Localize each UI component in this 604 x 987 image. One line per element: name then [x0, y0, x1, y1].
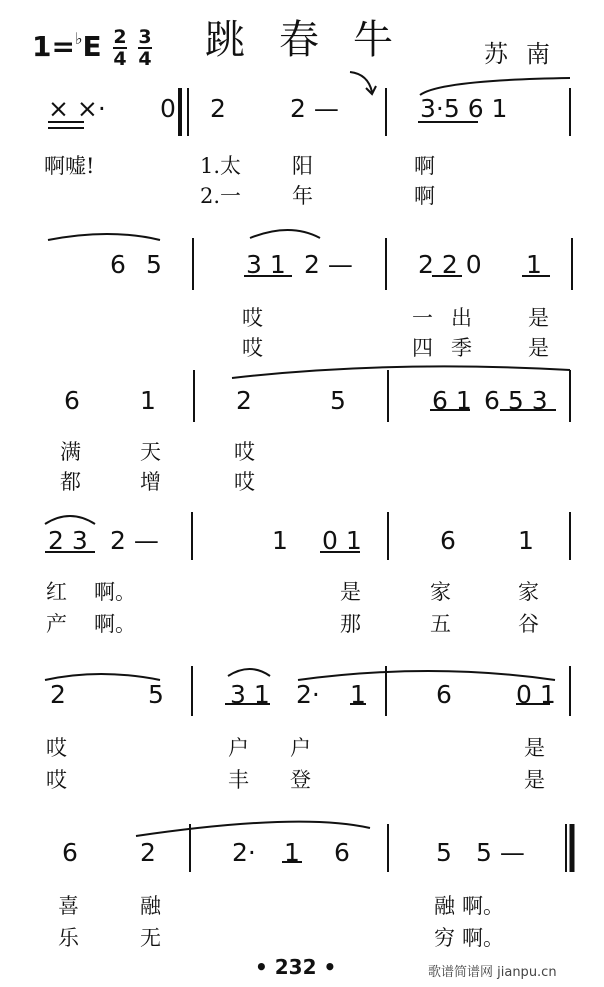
note-group: 3 1: [230, 680, 270, 709]
note-group: 3·5 6 1: [420, 94, 508, 123]
note: 1: [350, 680, 366, 709]
lyric: 年: [292, 184, 313, 208]
lyric: 是: [528, 306, 549, 330]
lyric: 哎: [242, 336, 263, 360]
lyric: 啊。: [462, 926, 504, 950]
lyric: 是: [524, 768, 545, 792]
key-note: E: [82, 30, 102, 63]
lyric: 是: [524, 736, 545, 760]
lyric: 啊嘘!: [44, 154, 95, 178]
note-group: 6 1: [432, 386, 472, 415]
lyric: 都: [60, 470, 81, 494]
note: 5: [330, 386, 346, 415]
time-signature-2: $\frac{3}{4}$: [138, 26, 152, 70]
lyric: 丰: [228, 768, 249, 792]
lyric: 是: [528, 336, 549, 360]
lyric: 户: [228, 736, 249, 760]
lyric: 啊。: [94, 612, 136, 636]
lyric: 融: [140, 894, 161, 918]
note: 0: [160, 94, 176, 123]
lyric: 喜: [58, 894, 79, 918]
note: 5 —: [476, 838, 525, 867]
lyric: 谷: [518, 612, 539, 636]
note: 5: [436, 838, 452, 867]
lyric: 啊。: [462, 894, 504, 918]
lyric: 乐: [58, 926, 79, 950]
note: 2: [210, 94, 226, 123]
note: 5: [146, 250, 162, 279]
key-label: 1=: [32, 30, 75, 63]
note: 6: [64, 386, 80, 415]
lyric: 户: [290, 736, 311, 760]
note-group: 2 2 0: [418, 250, 482, 279]
song-title: 跳春牛: [205, 17, 427, 63]
lyric: 阳: [292, 154, 313, 178]
note: 6: [436, 680, 452, 709]
note-group: 2 3: [48, 526, 88, 555]
note-group: × ×·: [48, 94, 106, 123]
lyric: 2.一: [200, 184, 242, 208]
note: 1: [526, 250, 542, 279]
lyric: 啊: [414, 184, 435, 208]
note-group: 3 1: [246, 250, 286, 279]
lyric: 哎: [234, 470, 255, 494]
lyric: 无: [140, 926, 161, 950]
lyric: 哎: [46, 768, 67, 792]
lyric: 哎: [242, 306, 263, 330]
watermark: 歌谱简谱网 jianpu.cn: [428, 965, 557, 980]
note: 1: [140, 386, 156, 415]
page-number: • 232 •: [255, 955, 337, 979]
note: 2 —: [290, 94, 339, 123]
lyric: 红: [46, 580, 67, 604]
note: 2 —: [110, 526, 159, 555]
lyric: 那: [340, 612, 361, 636]
note: 5: [148, 680, 164, 709]
lyric: 四季: [412, 336, 490, 360]
note: 2: [236, 386, 252, 415]
note-group: 6 5 3: [484, 386, 548, 415]
note: 2·: [232, 838, 256, 867]
note-group: 0 1: [322, 526, 362, 555]
lyric: 产: [46, 612, 67, 636]
note: 1: [284, 838, 300, 867]
flat-sign: ♭: [74, 29, 83, 48]
lyric: 啊。: [94, 580, 136, 604]
lyric: 天: [140, 440, 161, 464]
note: 6: [110, 250, 126, 279]
lyric: 哎: [46, 736, 67, 760]
note: 2 —: [304, 250, 353, 279]
lyric: 啊: [414, 154, 435, 178]
note: 6: [334, 838, 350, 867]
lyric: 家: [518, 580, 539, 604]
lyric: 1.太: [200, 154, 242, 178]
lyric: 满: [60, 440, 81, 464]
lyric: 一出: [412, 306, 490, 330]
lyric: 哎: [234, 440, 255, 464]
lyric: 五: [430, 612, 451, 636]
lyric: 增: [140, 470, 161, 494]
lyric: 是: [340, 580, 361, 604]
time-signature-1: $\frac{2}{4}$: [113, 26, 127, 70]
note: 1: [518, 526, 534, 555]
lyric: 融: [434, 894, 455, 918]
note: 2: [140, 838, 156, 867]
lyric: 登: [290, 768, 311, 792]
note: 2: [50, 680, 66, 709]
note-group: 0 1: [516, 680, 556, 709]
lyric: 家: [430, 580, 451, 604]
note: 6: [62, 838, 78, 867]
note: 2·: [296, 680, 320, 709]
lyric: 穷: [434, 926, 455, 950]
note: 1: [272, 526, 288, 555]
song-region: 苏南: [484, 40, 568, 68]
note: 6: [440, 526, 456, 555]
